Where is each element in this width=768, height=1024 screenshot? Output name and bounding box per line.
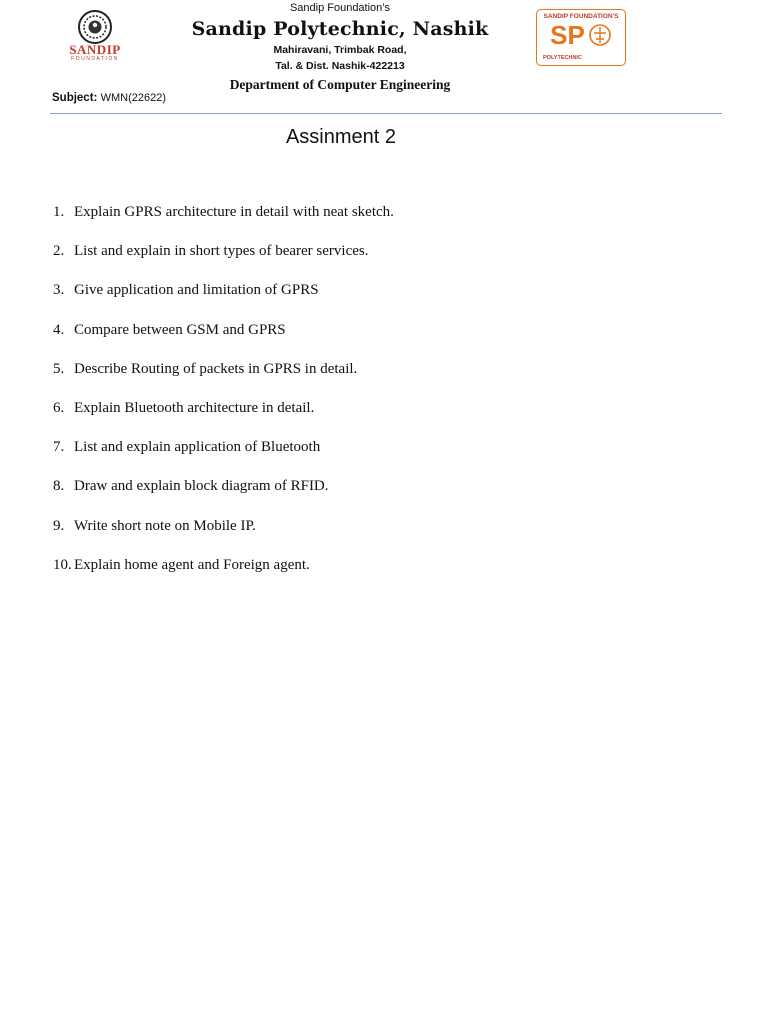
question-item (53, 516, 394, 555)
question-item (53, 359, 394, 398)
question-item (53, 241, 394, 280)
sp-logo-bottom-text: POLYTECHNIC (543, 55, 582, 61)
question-number: 2. (53, 243, 65, 260)
institute-header (170, 0, 510, 93)
question-text: Compare between GSM and GPRS (74, 321, 286, 338)
question-number: 4. (53, 321, 65, 338)
foundation-name: Sandip Foundation’s (289, 2, 391, 14)
sandip-logo-subtext: FOUNDATION (71, 56, 119, 62)
sp-logo-mark: SP (550, 20, 585, 50)
question-text: Describe Routing of packets in GPRS in detail. (74, 360, 358, 377)
question-number: 7. (53, 439, 65, 456)
question-item (53, 555, 394, 594)
address-line-1: Mahiravani, Trimbak Road, (273, 44, 407, 56)
sandip-foundation-logo (60, 10, 130, 68)
question-item (53, 320, 394, 359)
sandip-logo-name: SANDIP (69, 42, 121, 57)
sp-emblem-icon (588, 22, 612, 48)
assignment-title: Assinment 2 (285, 126, 397, 148)
question-list (53, 202, 394, 594)
question-text: Write short note on Mobile IP. (74, 517, 256, 534)
department-name: Department of Computer Engineering (229, 77, 451, 92)
question-text: Give application and limitation of GPRS (74, 282, 319, 299)
subject-value: WMN(22622) (100, 92, 166, 104)
subject-label: Subject: (52, 92, 98, 104)
question-number: 3. (53, 282, 65, 299)
institute-name: Sandip Polytechnic, Nashik (191, 18, 489, 40)
question-number: 8. (53, 478, 65, 495)
question-item (53, 398, 394, 437)
question-text: Explain GPRS architecture in detail with neat sketch. (74, 204, 394, 220)
sp-logo-top-text: SANDIP FOUNDATION'S (543, 13, 619, 20)
question-number: 5. (53, 360, 65, 377)
question-text: Explain Bluetooth architecture in detail. (74, 399, 315, 416)
question-number: 10. (53, 556, 72, 573)
question-item (53, 202, 394, 241)
subject-line (52, 92, 166, 104)
address-line-2: Tal. & Dist. Nashik-422213 (275, 60, 405, 72)
question-text: List and explain application of Bluetooth (74, 439, 321, 456)
sandip-emblem-icon (77, 10, 113, 44)
question-number: 6. (53, 399, 65, 416)
question-number: 1. (53, 204, 65, 220)
question-text: Explain home agent and Foreign agent. (74, 556, 310, 573)
sp-polytechnic-logo (536, 9, 626, 66)
question-item (53, 280, 394, 319)
question-item (53, 476, 394, 515)
question-text: List and explain in short types of bearer services. (74, 243, 369, 260)
question-text: Draw and explain block diagram of RFID. (74, 478, 329, 495)
question-item (53, 437, 394, 476)
question-number: 9. (53, 517, 65, 534)
header-divider (50, 113, 722, 114)
